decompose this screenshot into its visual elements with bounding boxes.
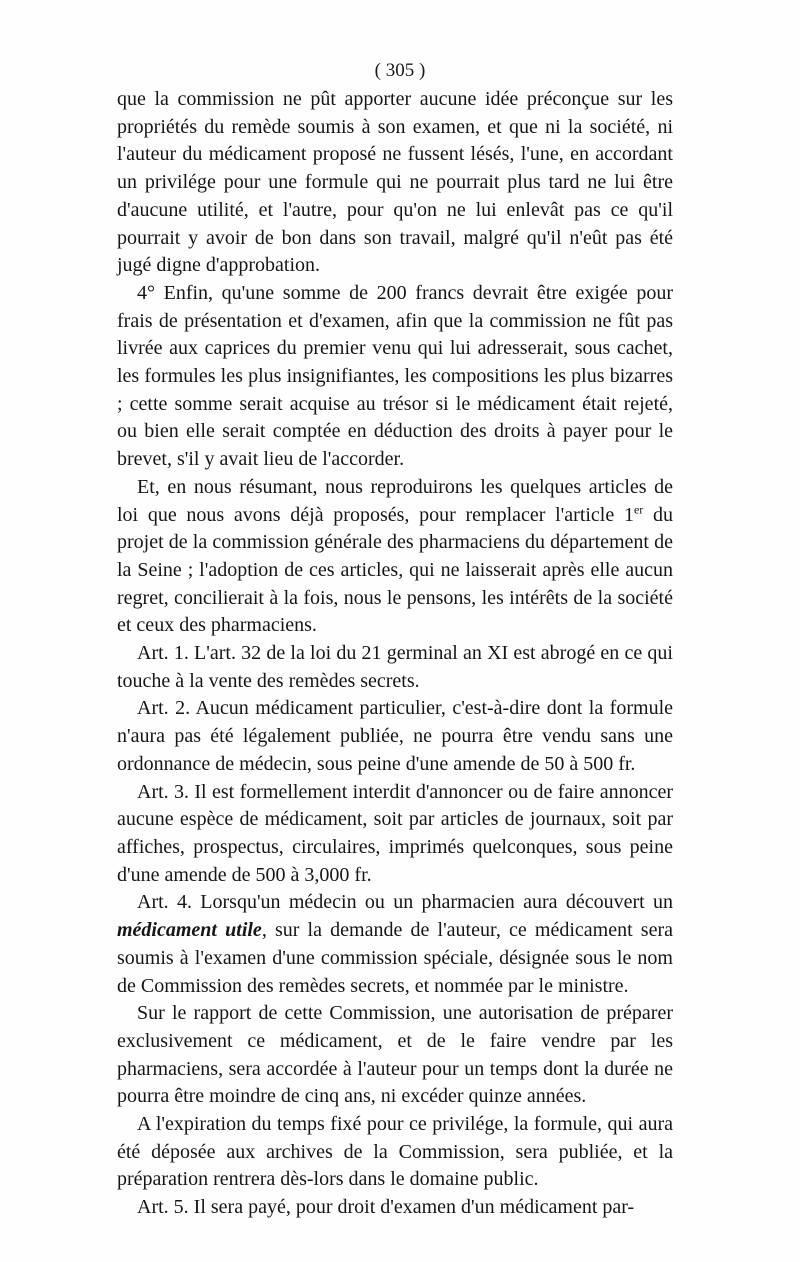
paragraph-rapport: Sur le rapport de cette Commission, une autorisation de préparer exclusivement ce médicament, et de le faire vendre par les pharmaciens, sera accordée à l'auteur pour un temps dont la durée ne pourra être moindre de cinq ans, ni excéder quinze années. [117,1002,673,1108]
article-4-emphasis: médicament utile [117,919,262,942]
article-4-end: , sur la demande de l'auteur, ce médicament sera soumis à l'examen d'une commission spéciale, désignée sous le nom de Commission des remèdes secrets, et nommée par le ministre. [117,919,673,997]
paragraph-continuation: que la commission ne pût apporter aucune idée préconçue sur les propriétés du remède soumis à son examen, et que ni la société, ni l'auteur du médicament proposé ne fussent lésés, l'une, en accordant un privilége pour une formule qui ne pourrait plus tard ne lui être d'aucune utilité, et l'autre, pour qu'on ne lui enlevât pas ce qu'il pourrait y avoir de bon dans son travail, malgré qu'il n'eût pas été jugé digne d'approbation. [117,88,673,277]
article-2: Art. 2. Aucun médicament particulier, c'est-à-dire dont la formule n'aura pas été légalement publiée, ne pourra être vendu sans une ordonnance de médecin, sous peine d'une amende de 50 à 500 fr. [117,697,673,775]
body-text [117,86,673,1222]
article-4 [117,889,673,1000]
article-1: Art. 1. L'art. 32 de la loi du 21 germinal an XI est abrogé en ce qui touche à la vente des remèdes secrets. [117,642,673,692]
paragraph-expiration: A l'expiration du temps fixé pour ce privilége, la formule, qui aura été déposée aux archives de la Commission, sera publiée, et la préparation rentrera dès-lors dans le domaine public. [117,1113,673,1191]
summary-text-start: Et, en nous résumant, nous reproduirons les quelques articles de loi que nous avons déjà proposés, pour remplacer l'article 1 [117,475,673,526]
article-4-start: Art. 4. Lorsqu'un médecin ou un pharmacien aura découvert un [137,891,673,914]
paragraph-summary [117,474,673,640]
article-5: Art. 5. Il sera payé, pour droit d'examen d'un médicament par- [137,1196,635,1219]
article-3: Art. 3. Il est formellement interdit d'annoncer ou de faire annoncer aucune espèce de médicament, soit par articles de journaux, soit par affiches, prospectus, circulaires, imprimés quelconques, sous peine d'une amende de 500 à 3,000 fr. [117,780,673,886]
page-number: ( 305 ) [374,60,426,81]
summary-text-end: du projet de la commission générale des pharmaciens du département de la Seine ; l'adoption de ces articles, qui ne laisserait après elle aucun regret, concilierait à la fois, nous le pensons, les intérêts de la société et ceux des pharmaciens. [117,503,674,637]
superscript-er: er [633,501,644,516]
paragraph-point-4: 4° Enfin, qu'une somme de 200 francs devrait être exigée pour frais de présentation et d'examen, afin que la commission ne fût pas livrée aux caprices du premier venu qui lui adresserait, sous cachet, les formules les plus insignifiantes, les compositions les plus bizarres ; cette somme serait acquise au trésor si le médicament était rejeté, ou bien elle serait comptée en déduction des droits à payer pour le brevet, s'il y avait lieu de l'accorder. [117,281,673,471]
